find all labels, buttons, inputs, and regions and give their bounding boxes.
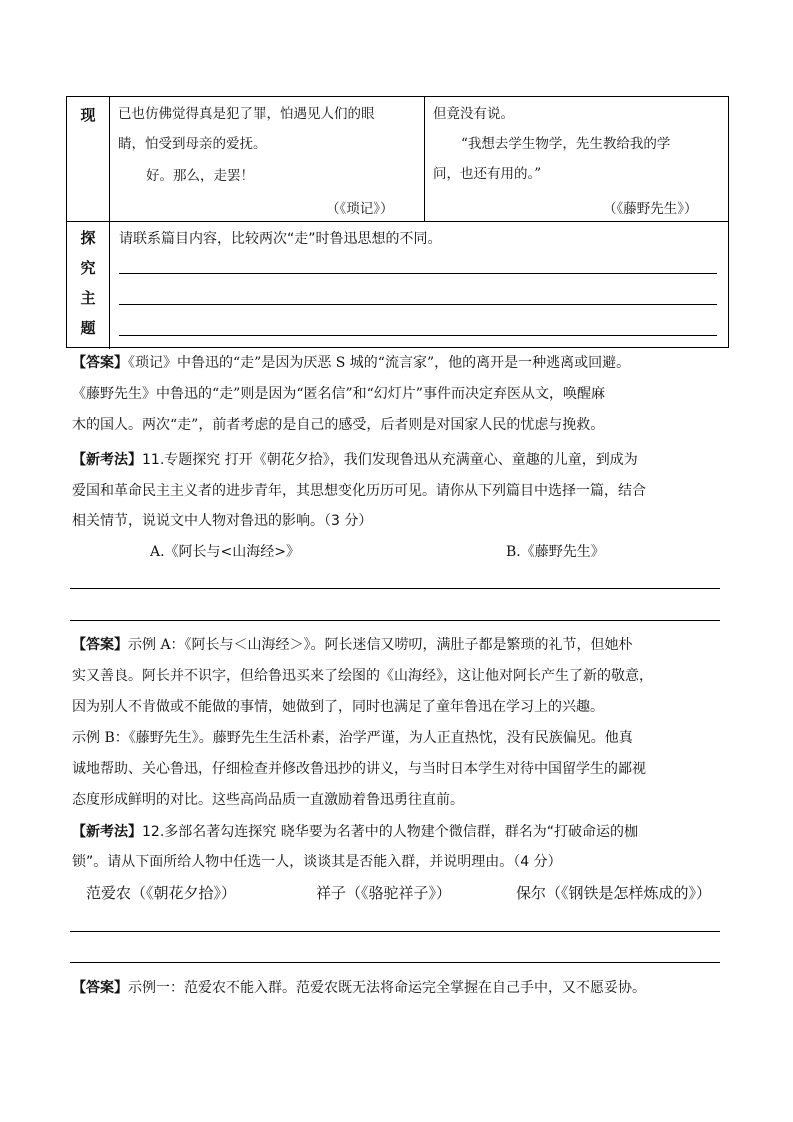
answer-paragraph-line: 示例 B：《藤野先生》。藤野先生生活朴素，治学严谨，为人正直热忱，没有民族偏见。他真 [72, 730, 633, 746]
excerpt-line: “我想去学生物学，先生教给我的学 [461, 136, 671, 152]
excerpt-cell-suoji [110, 97, 425, 221]
excerpt-cell-tengye [425, 97, 728, 221]
question-11-line: 爱国和革命民主主义者的进步青年，其思想变化历历可见。请你从下列篇目中选择一篇，结合 [72, 483, 646, 499]
option-b: B.《藤野先生》 [506, 544, 605, 560]
question-tag: 【新考法】 [72, 452, 142, 468]
answer-tag: 【答案】 [72, 637, 128, 653]
character-choice: 范爱农（《朝花夕拾》） [86, 884, 237, 902]
answer-line[interactable] [119, 273, 717, 274]
answer-line[interactable] [70, 931, 720, 932]
answer-paragraph-line [72, 978, 646, 998]
row-label-text: 现 [80, 106, 96, 124]
question-text: 11.专题探究 打开《朝花夕拾》，我们发现鲁迅从充满童心、童趣的儿童，到成为 [142, 452, 638, 468]
comparison-table [66, 96, 729, 348]
row-label-char: 究 [80, 259, 96, 277]
excerpt-line: 问，也还有用的。” [433, 166, 542, 182]
option-a: A.《阿长与<山海经>》 [150, 544, 301, 560]
answer-line[interactable] [70, 588, 720, 589]
question-tag: 【新考法】 [72, 824, 142, 840]
answer-line[interactable] [119, 335, 717, 336]
question-11-line [72, 450, 638, 470]
answer-tag: 【答案】 [72, 355, 128, 371]
row-label-cell [67, 97, 110, 224]
row-label-char: 主 [80, 289, 96, 307]
question-12-line: 锁”。请从下面所给人物中任选一人，谈谈其是否能入群，并说明理由。（4 分） [72, 854, 562, 870]
excerpt-source: （《琐记》） [326, 201, 394, 217]
question-11-line: 相关情节，说说文中人物对鲁迅的影响。（3 分） [72, 513, 373, 529]
answer-paragraph-line: 因为别人不肯做或不能做的事情，她做到了，同时也满足了童年鲁迅在学习上的兴趣。 [72, 699, 604, 715]
excerpt-line: 睛，怕受到母亲的爱抚。 [118, 136, 267, 152]
row-label-char: 探 [80, 229, 96, 247]
answer-tag: 【答案】 [72, 980, 128, 996]
answer-text: 示例 A：《阿长与＜山海经＞》。阿长迷信又唠叨，满肚子都是繁琐的礼节，但她朴 [128, 637, 633, 653]
answer-line[interactable] [119, 304, 717, 305]
answer-text: 示例一：范爱农不能入群。范爱农既无法将命运完全掌握在自己手中，又不愿妥协。 [128, 980, 646, 996]
row-label-char: 题 [80, 319, 96, 337]
answer-paragraph-line: 《藤野先生》中鲁迅的“走”则是因为“匿名信”和“幻灯片”事件而决定弃医从文，唤醒麻 [72, 386, 605, 402]
answer-line[interactable] [70, 962, 720, 963]
excerpt-line: 好。那么，走罢！ [146, 168, 254, 184]
character-choice: 祥子（《骆驼祥子》） [316, 884, 452, 902]
excerpt-line: 但竟没有说。 [433, 106, 514, 122]
question-12-line [72, 822, 638, 842]
excerpt-source: （《藤野先生》） [603, 201, 698, 217]
table-row-excerpts [67, 97, 728, 222]
answer-paragraph-line [72, 635, 633, 655]
row-label-cell [67, 221, 110, 349]
answer-paragraph-line [72, 353, 630, 373]
answer-paragraph-line: 诚地帮助、关心鲁迅，仔细检查并修改鲁迅抄的讲义，与当时日本学生对待中国留学生的鄙视 [72, 761, 646, 777]
answer-line[interactable] [70, 620, 720, 621]
question-text: 12.多部名著勾连探究 晓华要为名著中的人物建个微信群，群名为“打破命运的枷 [142, 824, 638, 840]
answer-paragraph-line: 木的国人。两次“走”，前者考虑的是自己的感受，后者则是对国家人民的忧虑与挽救。 [72, 417, 605, 433]
character-choice: 保尔（《钢铁是怎样炼成的》） [516, 884, 712, 902]
answer-text: 《琐记》中鲁迅的“走”是因为厌恶 S 城的“流言家”，他的离开是一种逃离或回避。 [128, 355, 631, 371]
table-row-topic [67, 221, 728, 347]
topic-prompt: 请联系篇目内容，比较两次“走”时鲁迅思想的不同。 [119, 231, 442, 247]
answer-paragraph-line: 实又善良。阿长并不识字，但给鲁迅买来了绘图的《山海经》，这让他对阿长产生了新的敬意， [72, 668, 653, 684]
excerpt-line: 已也仿佛觉得真是犯了罪，怕遇见人们的眼 [118, 106, 375, 122]
answer-paragraph-line: 态度形成鲜明的对比。这些高尚品质一直激励着鲁迅勇往直前。 [72, 792, 464, 808]
